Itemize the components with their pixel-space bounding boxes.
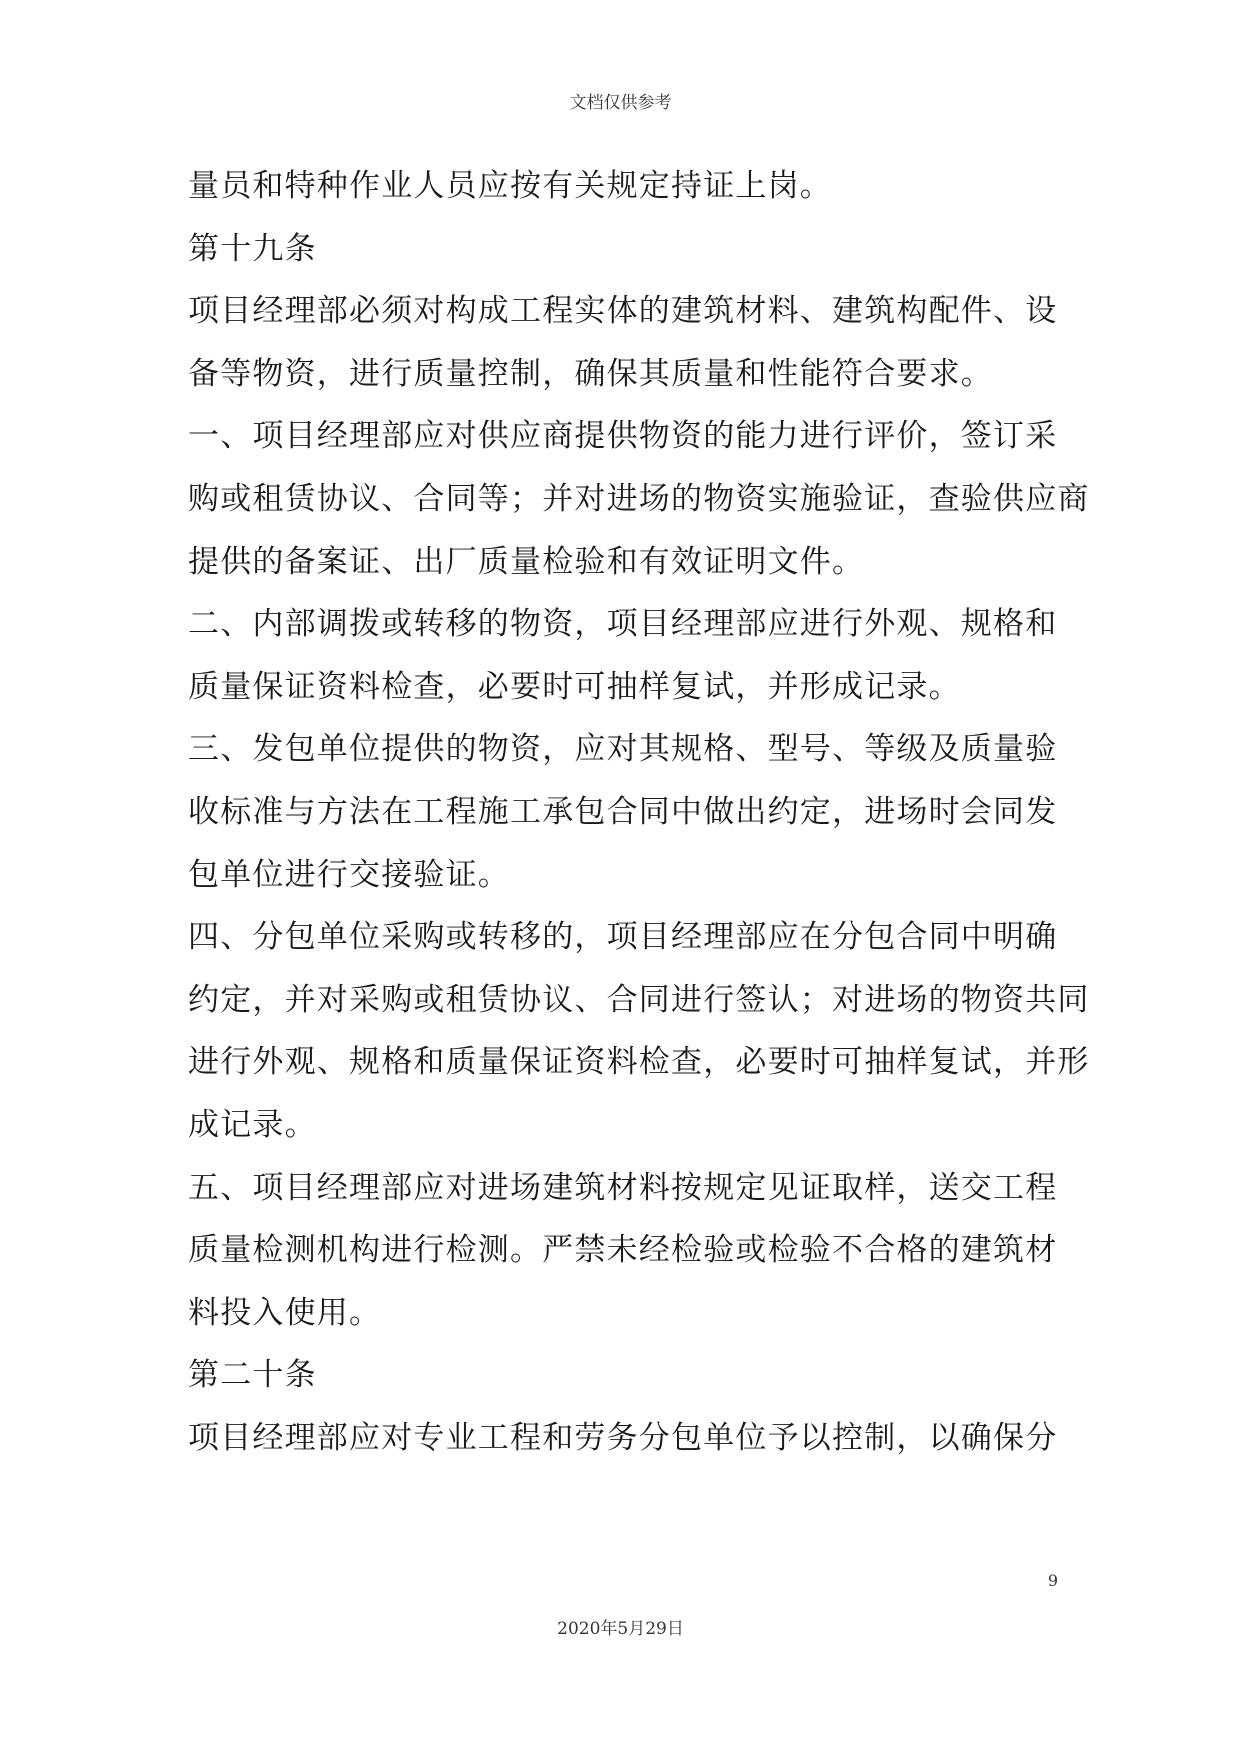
body-line: 五、项目经理部应对进场建筑材料按规定见证取样，送交工程 <box>188 1169 1058 1206</box>
body-line: 一、项目经理部应对供应商提供物资的能力进行评价，签订采 <box>188 418 1058 455</box>
body-line: 购或租赁协议、合同等；并对进场的物资实施验证，查验供应商 <box>188 480 1090 517</box>
body-line: 量员和特种作业人员应按有关规定持证上岗。 <box>188 168 832 204</box>
page-number: 9 <box>1047 1571 1058 1590</box>
body-line: 三、发包单位提供的物资，应对其规格、型号、等级及质量验 <box>188 731 1058 768</box>
body-line: 备等物资，进行质量控制，确保其质量和性能符合要求。 <box>188 355 993 392</box>
body-line: 约定，并对采购或租赁协议、合同进行签认；对进场的物资共同 <box>188 981 1090 1018</box>
page-header: 文档仅供参考 <box>569 93 672 113</box>
body-line: 成记录。 <box>188 1106 317 1143</box>
body-line: 质量保证资料检查，必要时可抽样复试，并形成记录。 <box>188 668 961 705</box>
body-line: 包单位进行交接验证。 <box>188 856 510 893</box>
body-line: 收标准与方法在工程施工承包合同中做出约定，进场时会同发 <box>188 793 1058 830</box>
article-heading: 第十九条 <box>188 230 317 267</box>
body-line: 二、内部调拨或转移的物资，项目经理部应进行外观、规格和 <box>188 606 1058 643</box>
body-line: 料投入使用。 <box>188 1294 382 1331</box>
body-line: 四、分包单位采购或转移的，项目经理部应在分包合同中明确 <box>188 919 1058 956</box>
body-line: 质量检测机构进行检测。严禁未经检验或检验不合格的建筑材 <box>188 1232 1058 1269</box>
article-heading: 第二十条 <box>188 1357 317 1394</box>
body-line: 进行外观、规格和质量保证资料检查，必要时可抽样复试，并形 <box>188 1044 1090 1081</box>
body-line: 项目经理部必须对构成工程实体的建筑材料、建筑构配件、设 <box>188 293 1058 330</box>
body-line: 提供的备案证、出厂质量检验和有效证明文件。 <box>188 543 865 580</box>
document-body <box>188 155 1090 1469</box>
footer-date: 2020年5月29日 <box>557 1619 684 1639</box>
body-line: 项目经理部应对专业工程和劳务分包单位予以控制，以确保分 <box>188 1419 1058 1456</box>
